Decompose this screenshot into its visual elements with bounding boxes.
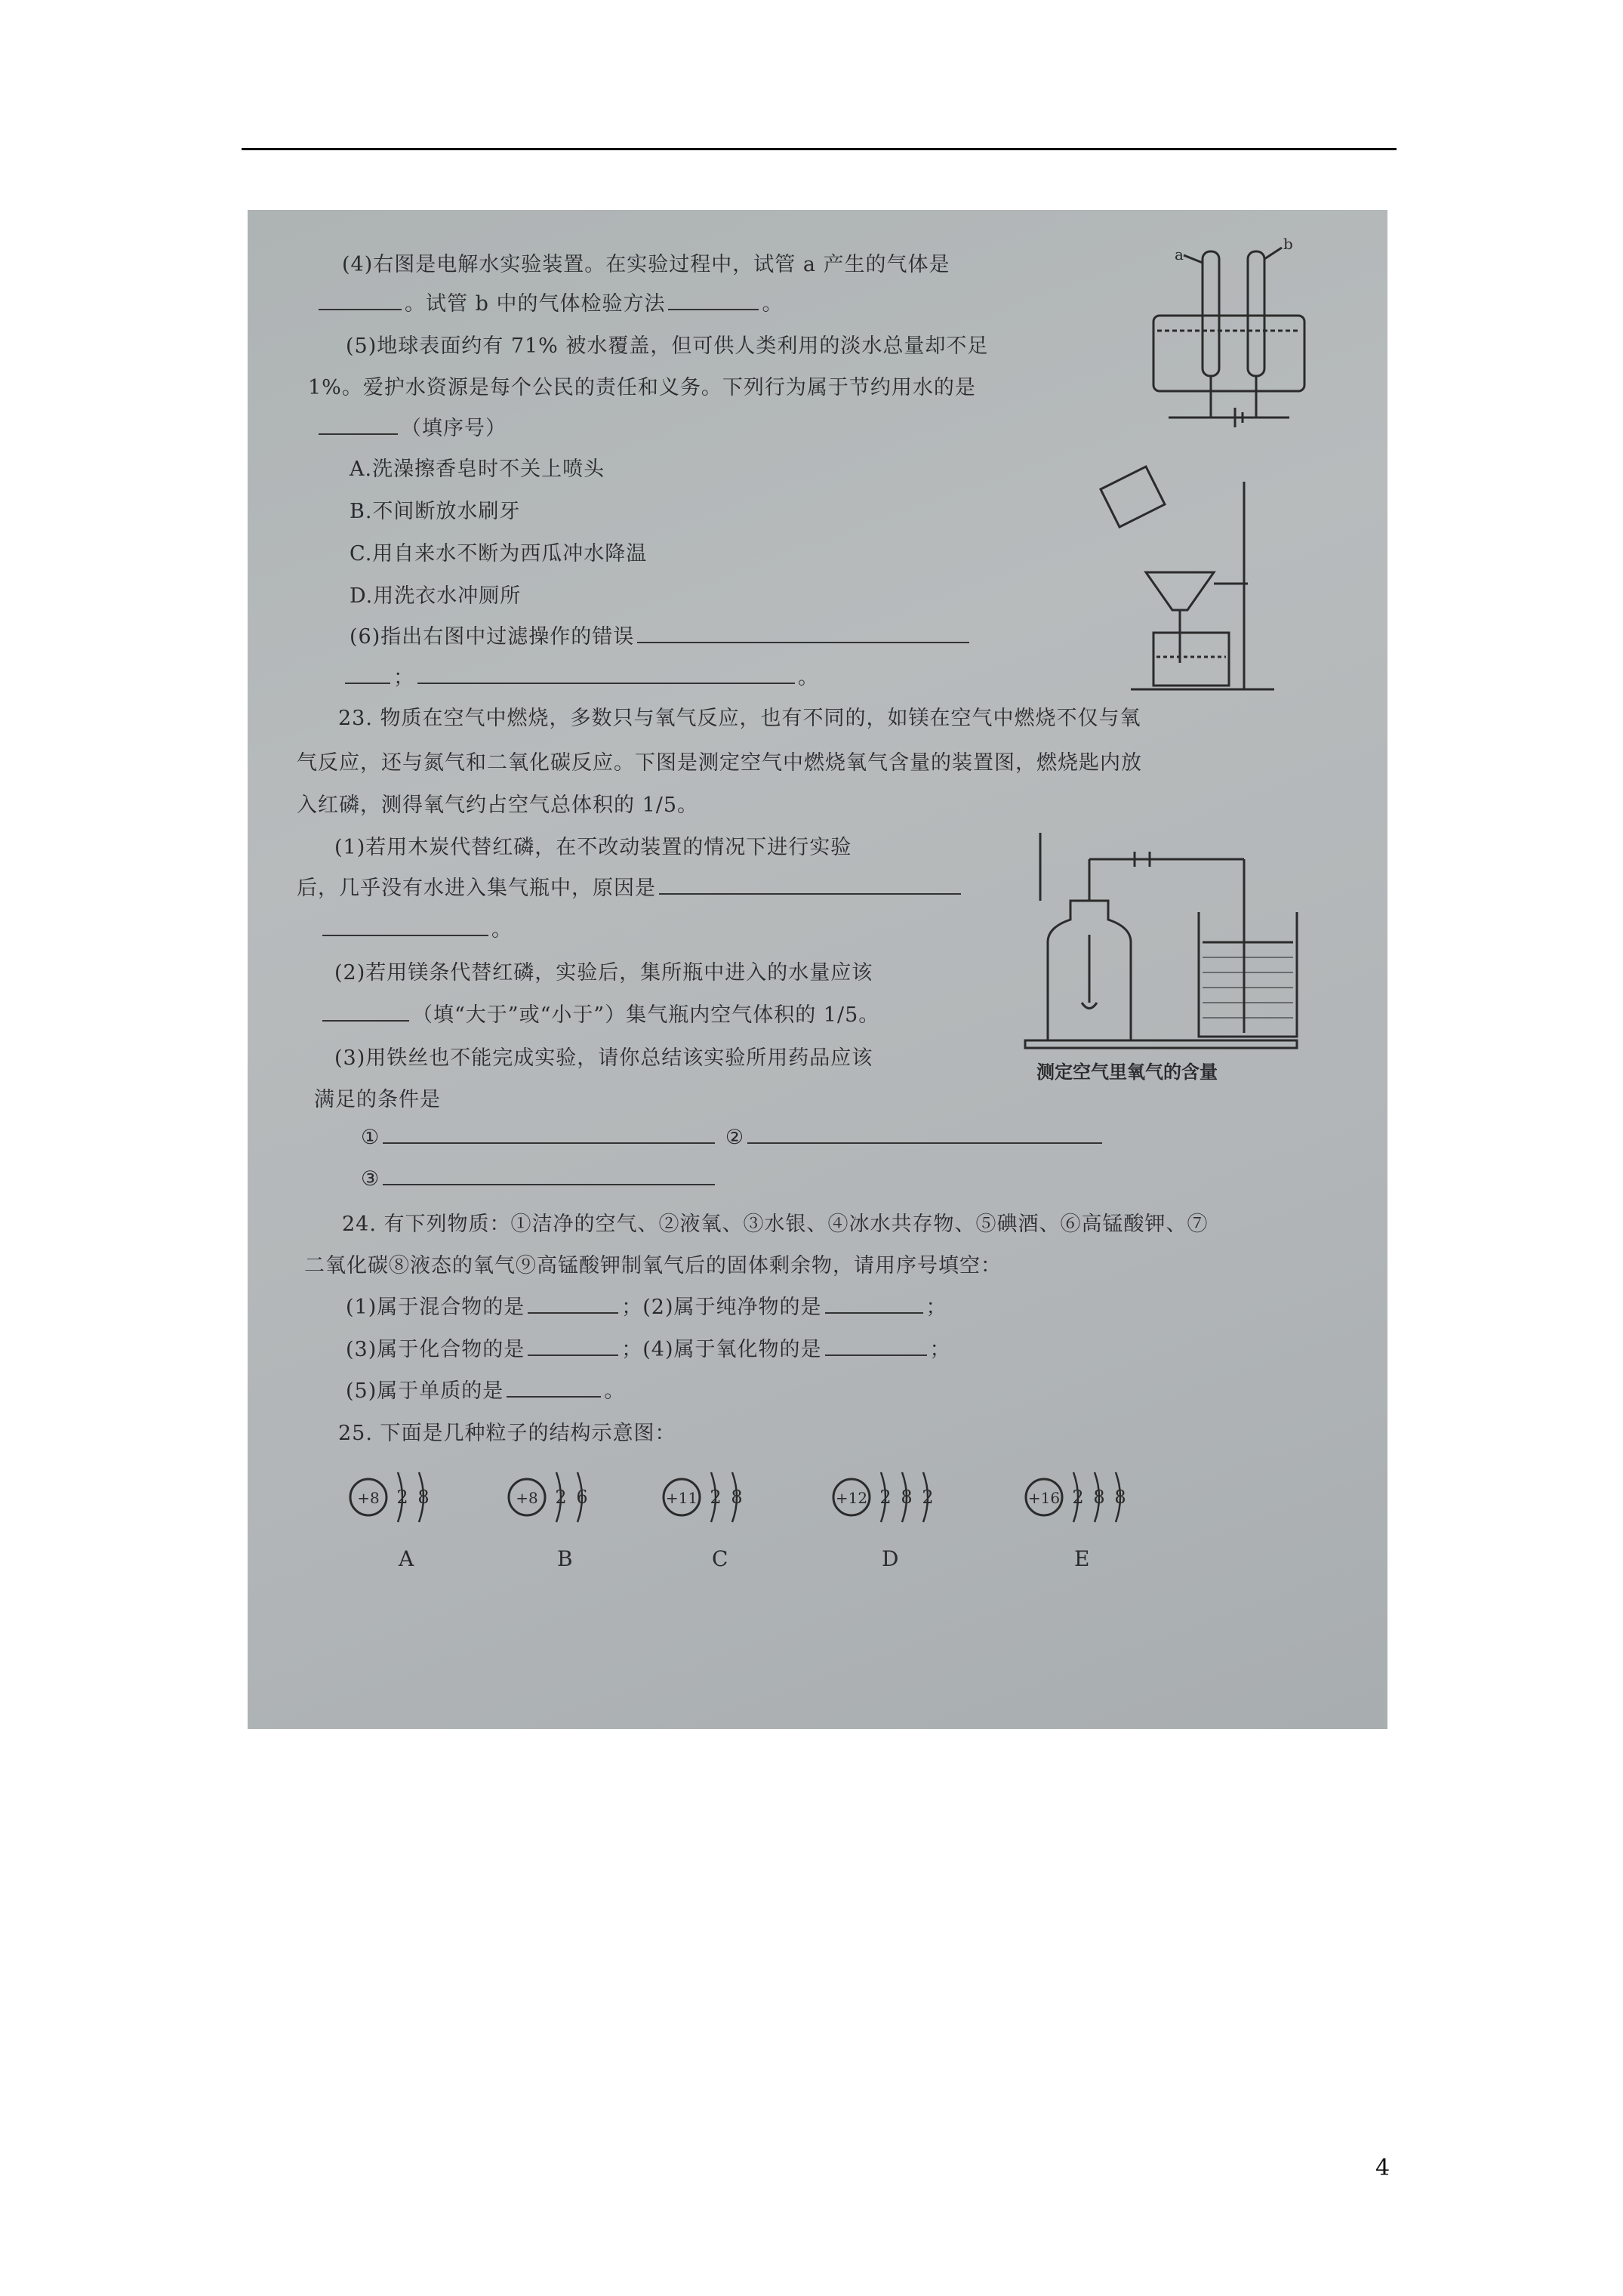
tube-b-label: b <box>1283 235 1293 253</box>
answer-blank[interactable] <box>637 624 969 643</box>
electron-count: 8 <box>731 1487 743 1508</box>
q23-p1-line1: (1)若用木炭代替红磷，在不改动装置的情况下进行实验 <box>334 836 852 859</box>
answer-blank[interactable] <box>528 1336 618 1356</box>
electron-count: 8 <box>417 1487 430 1508</box>
tube-a-label: a <box>1175 245 1184 264</box>
particle-diagram <box>504 1456 640 1571</box>
q23-intro2: 气反应，还与氮气和二氧化碳反应。下图是测定空气中燃烧氧气含量的装置图，燃烧匙内放 <box>297 751 1142 775</box>
q23-p2-line2: （填“大于”或“小于”）集气瓶内空气体积的 1/5。 <box>319 998 879 1028</box>
q22-option-b: B.不间断放水刷牙 <box>350 500 521 523</box>
q22-p6-line2: ； 。 <box>342 661 819 690</box>
answer-blank[interactable] <box>383 1124 715 1144</box>
nucleus-charge: +8 <box>357 1489 380 1507</box>
q23-p3-line1: (3)用铁丝也不能完成实验，请你总结该实验所用药品应该 <box>334 1046 873 1070</box>
q24-intro2: 二氧化碳⑧液态的氧气⑨高锰酸钾制氧气后的固体剩余物，请用序号填空： <box>304 1254 1002 1277</box>
particle-diagram <box>829 1456 965 1571</box>
q22-p5-line3: （填序号） <box>316 411 507 441</box>
q23-intro1: 23. 物质在空气中燃烧，多数只与氧气反应，也有不同的，如镁在空气中燃烧不仅与氧 <box>338 707 1141 730</box>
q22-p4-line1: (4)右图是电解水实验装置。在实验过程中，试管 a 产生的气体是 <box>342 253 950 276</box>
electron-count: 2 <box>555 1487 567 1508</box>
header-rule <box>242 148 1397 150</box>
electron-count: 2 <box>396 1487 408 1508</box>
electron-count: 2 <box>879 1487 892 1508</box>
q23-p1-line3: 。 <box>319 913 513 942</box>
nucleus-charge: +11 <box>665 1489 698 1507</box>
nucleus-charge: +12 <box>835 1489 868 1507</box>
electron-count: 8 <box>1093 1487 1105 1508</box>
exam-photo <box>248 210 1387 1729</box>
electron-count: 8 <box>1114 1487 1126 1508</box>
q24-intro1: 24. 有下列物质：①洁净的空气、②液氧、③水银、④冰水共存物、⑤碘酒、⑥高锰酸钾、⑦ <box>342 1213 1209 1236</box>
answer-blank[interactable] <box>383 1166 715 1185</box>
particle-label: E <box>1074 1546 1090 1571</box>
answer-blank[interactable] <box>319 415 398 435</box>
particle-label: B <box>557 1546 573 1571</box>
electron-count: 2 <box>922 1487 934 1508</box>
answer-blank[interactable] <box>345 664 390 684</box>
answer-blank[interactable] <box>668 291 759 310</box>
q22-p5-line2: 1%。爱护水资源是每个公民的责任和义务。下列行为属于节约用水的是 <box>308 376 976 399</box>
q23-condition-row-2: ③ <box>361 1166 718 1191</box>
answer-blank[interactable] <box>747 1124 1102 1144</box>
nucleus-charge: +8 <box>516 1489 538 1507</box>
answer-blank[interactable] <box>659 875 961 895</box>
particle-diagram <box>1021 1456 1157 1571</box>
q22-p5-line1: (5)地球表面约有 71% 被水覆盖，但可供人类利用的淡水总量却不足 <box>346 334 989 358</box>
answer-blank[interactable] <box>825 1294 923 1314</box>
page-number: 4 <box>1375 2155 1390 2181</box>
q22-p4-line2: 。试管 b 中的气体检验方法 。 <box>316 287 783 316</box>
q25-intro: 25. 下面是几种粒子的结构示意图： <box>338 1422 676 1445</box>
particle-diagram <box>659 1456 795 1571</box>
answer-blank[interactable] <box>825 1336 927 1356</box>
q24-row-1: (1)属于混合物的是 ；(2)属于纯净物的是 ； <box>346 1296 947 1319</box>
q22-option-a: A.洗澡擦香皂时不关上喷头 <box>350 458 605 481</box>
q23-intro3: 入红磷，测得氧气约占空气总体积的 1/5。 <box>297 794 699 817</box>
q22-p6-line1: (6)指出右图中过滤操作的错误 <box>350 620 972 649</box>
q24-row-3: (5)属于单质的是 。 <box>346 1379 626 1403</box>
q23-p1-line2: 后，几乎没有水进入集气瓶中，原因是 <box>297 871 964 901</box>
electrolysis-apparatus-figure <box>1138 233 1320 429</box>
particle-diagram <box>346 1456 482 1571</box>
q23-p2-line1: (2)若用镁条代替红磷，实验后，集所瓶中进入的水量应该 <box>334 961 873 985</box>
answer-blank[interactable] <box>417 664 795 684</box>
filtration-apparatus-figure <box>1078 459 1289 708</box>
particle-label: D <box>882 1546 899 1571</box>
oxygen-content-apparatus-figure <box>1018 829 1320 1056</box>
electron-count: 2 <box>1072 1487 1084 1508</box>
electron-count: 6 <box>576 1487 588 1508</box>
answer-blank[interactable] <box>322 1002 409 1022</box>
particle-label: C <box>712 1546 728 1571</box>
q22-option-c: C.用自来水不断为西瓜冲水降温 <box>350 542 648 566</box>
q24-row-2: (3)属于化合物的是 ；(4)属于氧化物的是 ； <box>346 1338 951 1361</box>
q23-condition-row-1: ① ② <box>361 1124 1105 1149</box>
particle-label: A <box>399 1546 414 1571</box>
answer-blank[interactable] <box>319 291 402 310</box>
answer-blank[interactable] <box>528 1294 618 1314</box>
nucleus-charge: +16 <box>1027 1489 1061 1507</box>
answer-blank[interactable] <box>507 1378 601 1398</box>
figure-caption: 测定空气里氧气的含量 <box>1036 1061 1218 1083</box>
q23-p3-line2: 满足的条件是 <box>314 1088 441 1111</box>
electron-count: 8 <box>901 1487 913 1508</box>
electron-count: 2 <box>710 1487 722 1508</box>
q22-option-d: D.用洗衣水冲厕所 <box>350 584 522 608</box>
answer-blank[interactable] <box>322 917 488 936</box>
